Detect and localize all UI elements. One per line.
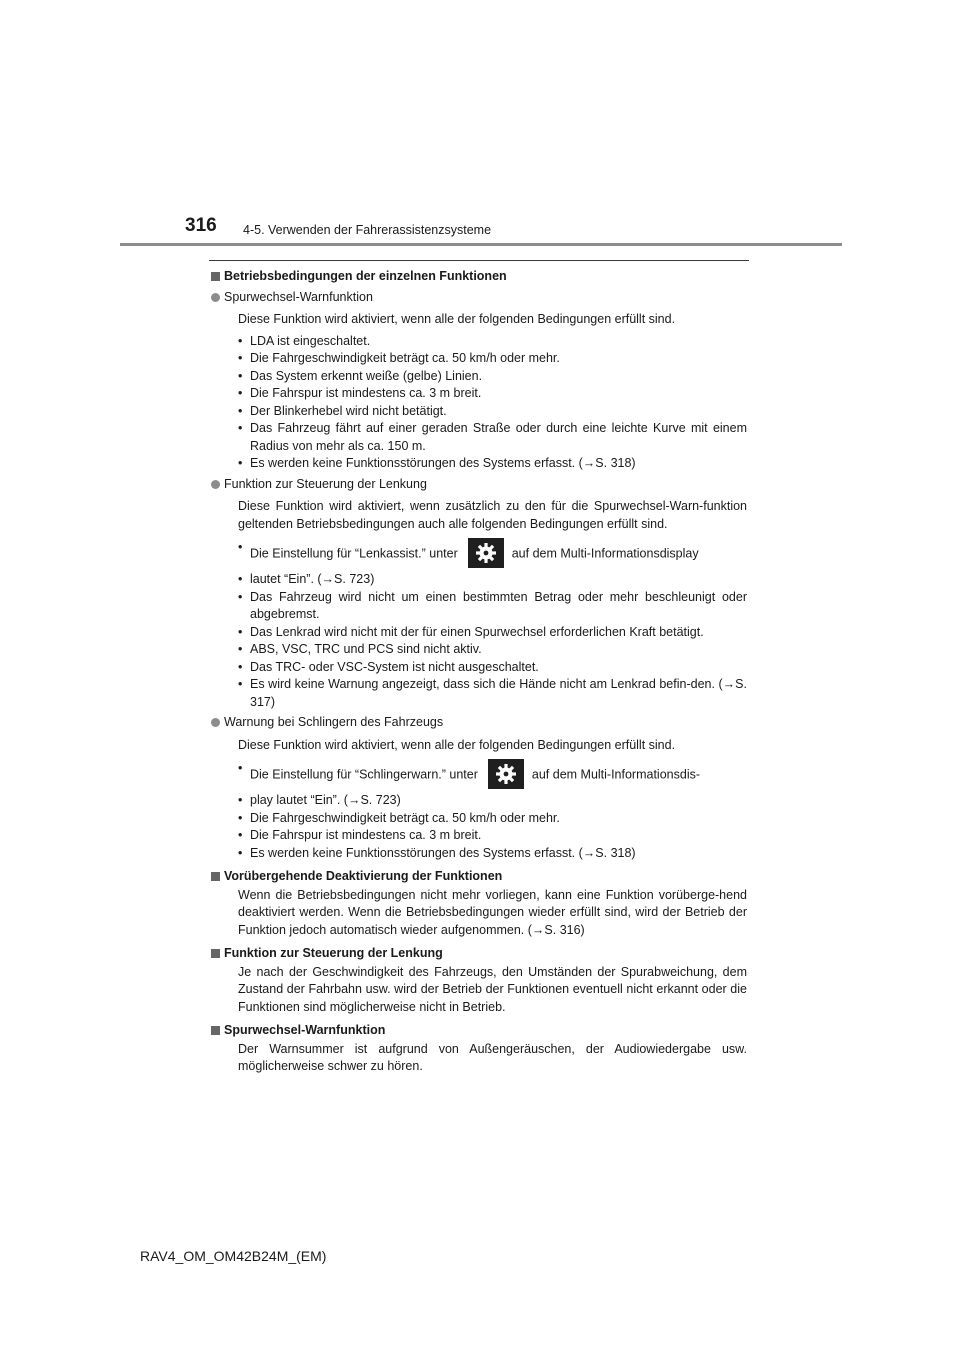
list-item: • Es werden keine Funktionsstörungen des Systems erfasst. (→S. 318) [238,455,747,473]
subsection-title: Funktion zur Steuerung der Lenkung [209,476,747,494]
list-item: • Die Fahrgeschwindigkeit beträgt ca. 50 km/h oder mehr. [238,810,747,828]
section-text: Der Warnsummer ist aufgrund von Außengeräuschen, der Audiowiedergabe usw. möglicherweise schwer zu hören. [238,1041,747,1073]
section-heading: Betriebsbedingungen der einzelnen Funktionen [209,268,747,286]
list-item: • Die Fahrgeschwindigkeit beträgt ca. 50 km/h oder mehr. [238,350,747,368]
subsection-intro: Diese Funktion wird aktiviert, wenn alle der folgenden Bedingungen erfüllt sind. [238,312,676,326]
list-item: • Es werden keine Funktionsstörungen des Systems erfasst. (→S. 318) [238,845,747,863]
subsection-title: Spurwechsel-Warnfunktion [209,289,747,307]
condition-list [209,333,747,473]
list-item: • Das TRC- oder VSC-System ist nicht ausgeschaltet. [238,659,747,677]
section-text: Je nach der Geschwindigkeit des Fahrzeugs, den Umständen der Spurabweichung, dem Zustand der Fahrbahn usw. wird der Betrieb der Funktionen eventuell nicht erkannt oder die Funktionen sind möglicherweise nicht in Betrieb. [238,964,747,1014]
subsection-intro: Diese Funktion wird aktiviert, wenn zusätzlich zu den für die Spurwechsel-Warn-funktion geltenden Betriebsbedingungen auch alle folgenden Bedingungen erfüllt sind. [238,499,747,531]
content-rule [209,260,749,261]
section-heading: Spurwechsel-Warnfunktion [209,1022,747,1040]
page-content [209,268,747,1076]
list-item: • Der Blinkerhebel wird nicht betätigt. [238,403,747,421]
section-heading: Vorübergehende Deaktivierung der Funktionen [209,868,747,886]
list-item: • Das Fahrzeug fährt auf einer geraden Straße oder durch eine leichte Kurve mit einem Radius von mehr als ca. 150 m. [238,420,747,455]
list-item: • ABS, VSC, TRC und PCS sind nicht aktiv. [238,641,747,659]
list-item: • Das Fahrzeug wird nicht um einen bestimmten Betrag oder mehr beschleunigt oder abgebremst. [238,589,747,624]
document-code: RAV4_OM_OM42B24M_(EM) [140,1248,327,1264]
gear-icon [468,538,504,568]
section-heading: Funktion zur Steuerung der Lenkung [209,945,747,963]
list-item-continuation [238,571,747,589]
section-title: 4-5. Verwenden der Fahrerassistenzsysteme [243,223,492,237]
continuation-text: play lautet “Ein”. (→S. 723) [250,793,401,807]
list-item: • Das Lenkrad wird nicht mit der für einen Spurwechsel erforderlichen Kraft betätigt. [238,624,747,642]
icon-line-after: auf dem Multi-Informationsdisplay [511,546,699,561]
list-item: • Das System erkennt weiße (gelbe) Linien. [238,368,747,386]
icon-line-before: Die Einstellung für “Lenkassist.” unter [250,546,458,561]
subsection-intro: Diese Funktion wird aktiviert, wenn alle der folgenden Bedingungen erfüllt sind. [238,737,676,752]
list-item: • Es wird keine Warnung angezeigt, dass sich die Hände nicht am Lenkrad befin-den. (→S. 317) [238,676,747,711]
icon-line-before: Die Einstellung für “Schlingerwarn.” unter [250,767,478,782]
header-rule [120,243,842,246]
icon-line-after: auf dem Multi-Informationsdis- [531,767,701,782]
continuation-text: lautet “Ein”. (→S. 723) [250,572,375,586]
list-item [238,760,747,790]
page-number: 316 [185,215,217,236]
list-item: • LDA ist eingeschaltet. [238,333,747,351]
list-item-continuation [238,792,747,810]
list-item [238,539,747,569]
condition-list [209,760,747,862]
gear-icon [488,759,524,789]
condition-list [209,539,747,711]
section-text: Wenn die Betriebsbedingungen nicht mehr vorliegen, kann eine Funktion vorüberge-hend deaktiviert werden. Wenn die Betriebsbedingungen wieder erfüllt sind, wird der Betrieb der Funktion jedoch automatisch wieder aufgenommen. (→S. 316) [238,887,747,937]
list-item: • Die Fahrspur ist mindestens ca. 3 m breit. [238,385,747,403]
list-item: • Die Fahrspur ist mindestens ca. 3 m breit. [238,827,747,845]
subsection-title: Warnung bei Schlingern des Fahrzeugs [209,714,747,732]
